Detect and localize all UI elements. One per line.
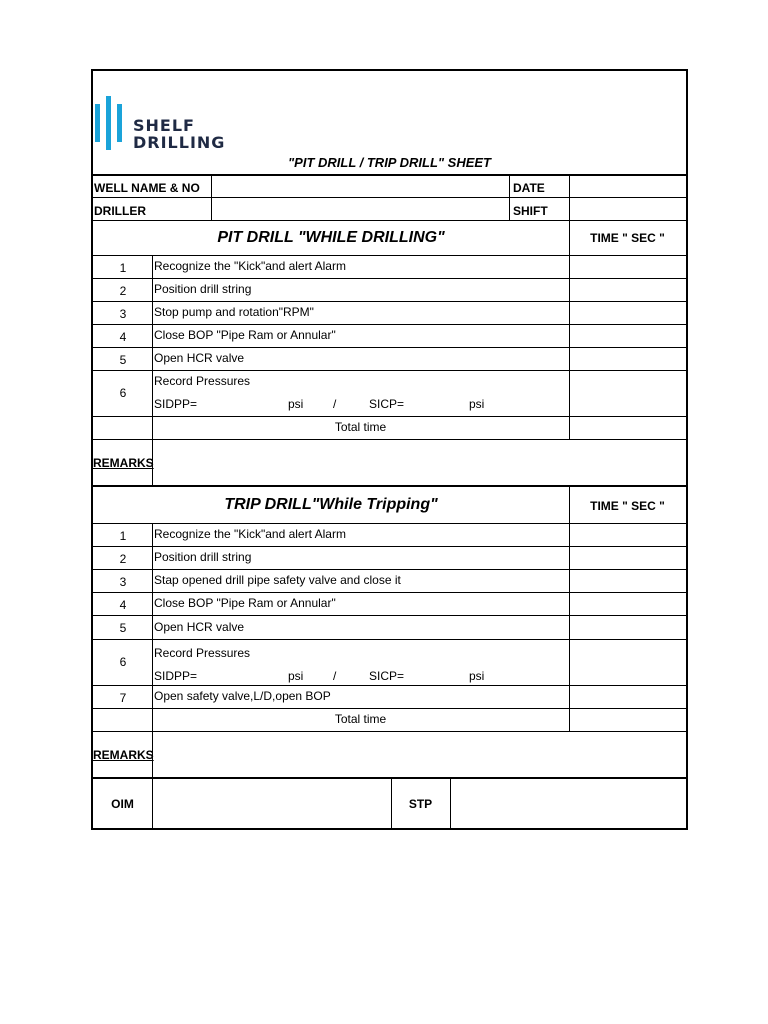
divider <box>93 220 686 221</box>
trip-remarks-label: REMARKS <box>93 748 154 762</box>
step-number: 6 <box>119 386 127 400</box>
trip-drill-title: TRIP DRILL"While Tripping" <box>224 496 438 513</box>
divider <box>93 370 686 371</box>
step-number: 7 <box>119 691 127 705</box>
step-text: Recognize the "Kick"and alert Alarm <box>154 527 346 541</box>
step-number: 4 <box>119 598 127 612</box>
step-text: Position drill string <box>154 282 252 296</box>
divider <box>450 777 451 830</box>
step-text: Open HCR valve <box>154 620 245 634</box>
stp-label: STP <box>408 797 433 811</box>
step-text: Stop pump and rotation"RPM" <box>154 305 314 319</box>
divider <box>93 523 686 524</box>
trip-drill-time-label: TIME " SEC " <box>590 499 665 513</box>
divider <box>211 174 212 220</box>
divider <box>93 685 686 686</box>
divider <box>93 278 686 279</box>
drill-sheet <box>91 69 688 830</box>
pit-drill-time-label: TIME " SEC " <box>590 231 665 245</box>
oim-label: OIM <box>111 797 134 811</box>
divider <box>93 569 686 570</box>
divider <box>93 347 686 348</box>
step-number: 3 <box>119 307 127 321</box>
divider <box>93 485 686 487</box>
trip-total-time-label: Total time <box>334 712 387 726</box>
step-text: Close BOP "Pipe Ram or Annular" <box>154 328 336 342</box>
slash-separator: / <box>333 669 337 683</box>
shift-label: SHIFT <box>513 204 548 218</box>
step-number: 5 <box>119 353 127 367</box>
step-number: 1 <box>119 529 127 543</box>
slash-separator: / <box>333 397 337 411</box>
step-text: Record Pressures <box>154 374 251 388</box>
divider <box>93 197 686 198</box>
psi-unit: psi <box>288 669 304 683</box>
well-name-label: WELL NAME & NO <box>94 181 200 195</box>
step-number: 3 <box>119 575 127 589</box>
divider <box>509 174 510 220</box>
psi-unit: psi <box>469 669 485 683</box>
divider <box>93 708 686 709</box>
divider <box>93 777 686 779</box>
divider <box>93 615 686 616</box>
divider <box>93 324 686 325</box>
step-text: Recognize the "Kick"and alert Alarm <box>154 259 346 273</box>
divider <box>93 546 686 547</box>
logo-text-line2: DRILLING <box>133 133 226 152</box>
step-number: 2 <box>119 284 127 298</box>
sidpp-label: SIDPP= <box>154 397 198 411</box>
divider <box>93 416 686 417</box>
divider <box>569 485 570 732</box>
divider <box>93 439 686 440</box>
divider <box>93 592 686 593</box>
step-text: Close BOP "Pipe Ram or Annular" <box>154 596 336 610</box>
sicp-label: SICP= <box>369 397 405 411</box>
divider <box>93 255 686 256</box>
psi-unit: psi <box>288 397 304 411</box>
divider <box>93 639 686 640</box>
logo-text-line1: SHELF <box>133 116 195 135</box>
divider <box>569 220 570 439</box>
step-number: 4 <box>119 330 127 344</box>
divider <box>93 301 686 302</box>
psi-unit: psi <box>469 397 485 411</box>
step-text: Open safety valve,L/D,open BOP <box>154 689 331 703</box>
step-text: Stap opened drill pipe safety valve and close it <box>154 573 401 587</box>
step-text: Record Pressures <box>154 646 251 660</box>
step-number: 5 <box>119 621 127 635</box>
divider <box>569 174 570 220</box>
pit-remarks-label: REMARKS <box>93 456 154 470</box>
divider <box>93 174 686 176</box>
step-text: Position drill string <box>154 550 252 564</box>
step-number: 1 <box>119 261 127 275</box>
sheet-title: "PIT DRILL / TRIP DRILL" SHEET <box>288 155 491 170</box>
sidpp-label: SIDPP= <box>154 669 198 683</box>
pit-drill-title: PIT DRILL "WHILE DRILLING" <box>217 229 445 246</box>
shelf-drilling-logo-icon <box>94 92 134 152</box>
step-number: 6 <box>119 655 127 669</box>
divider <box>93 731 686 732</box>
sicp-label: SICP= <box>369 669 405 683</box>
step-number: 2 <box>119 552 127 566</box>
driller-label: DRILLER <box>94 204 146 218</box>
step-text: Open HCR valve <box>154 351 245 365</box>
date-label: DATE <box>513 181 545 195</box>
pit-total-time-label: Total time <box>334 420 387 434</box>
